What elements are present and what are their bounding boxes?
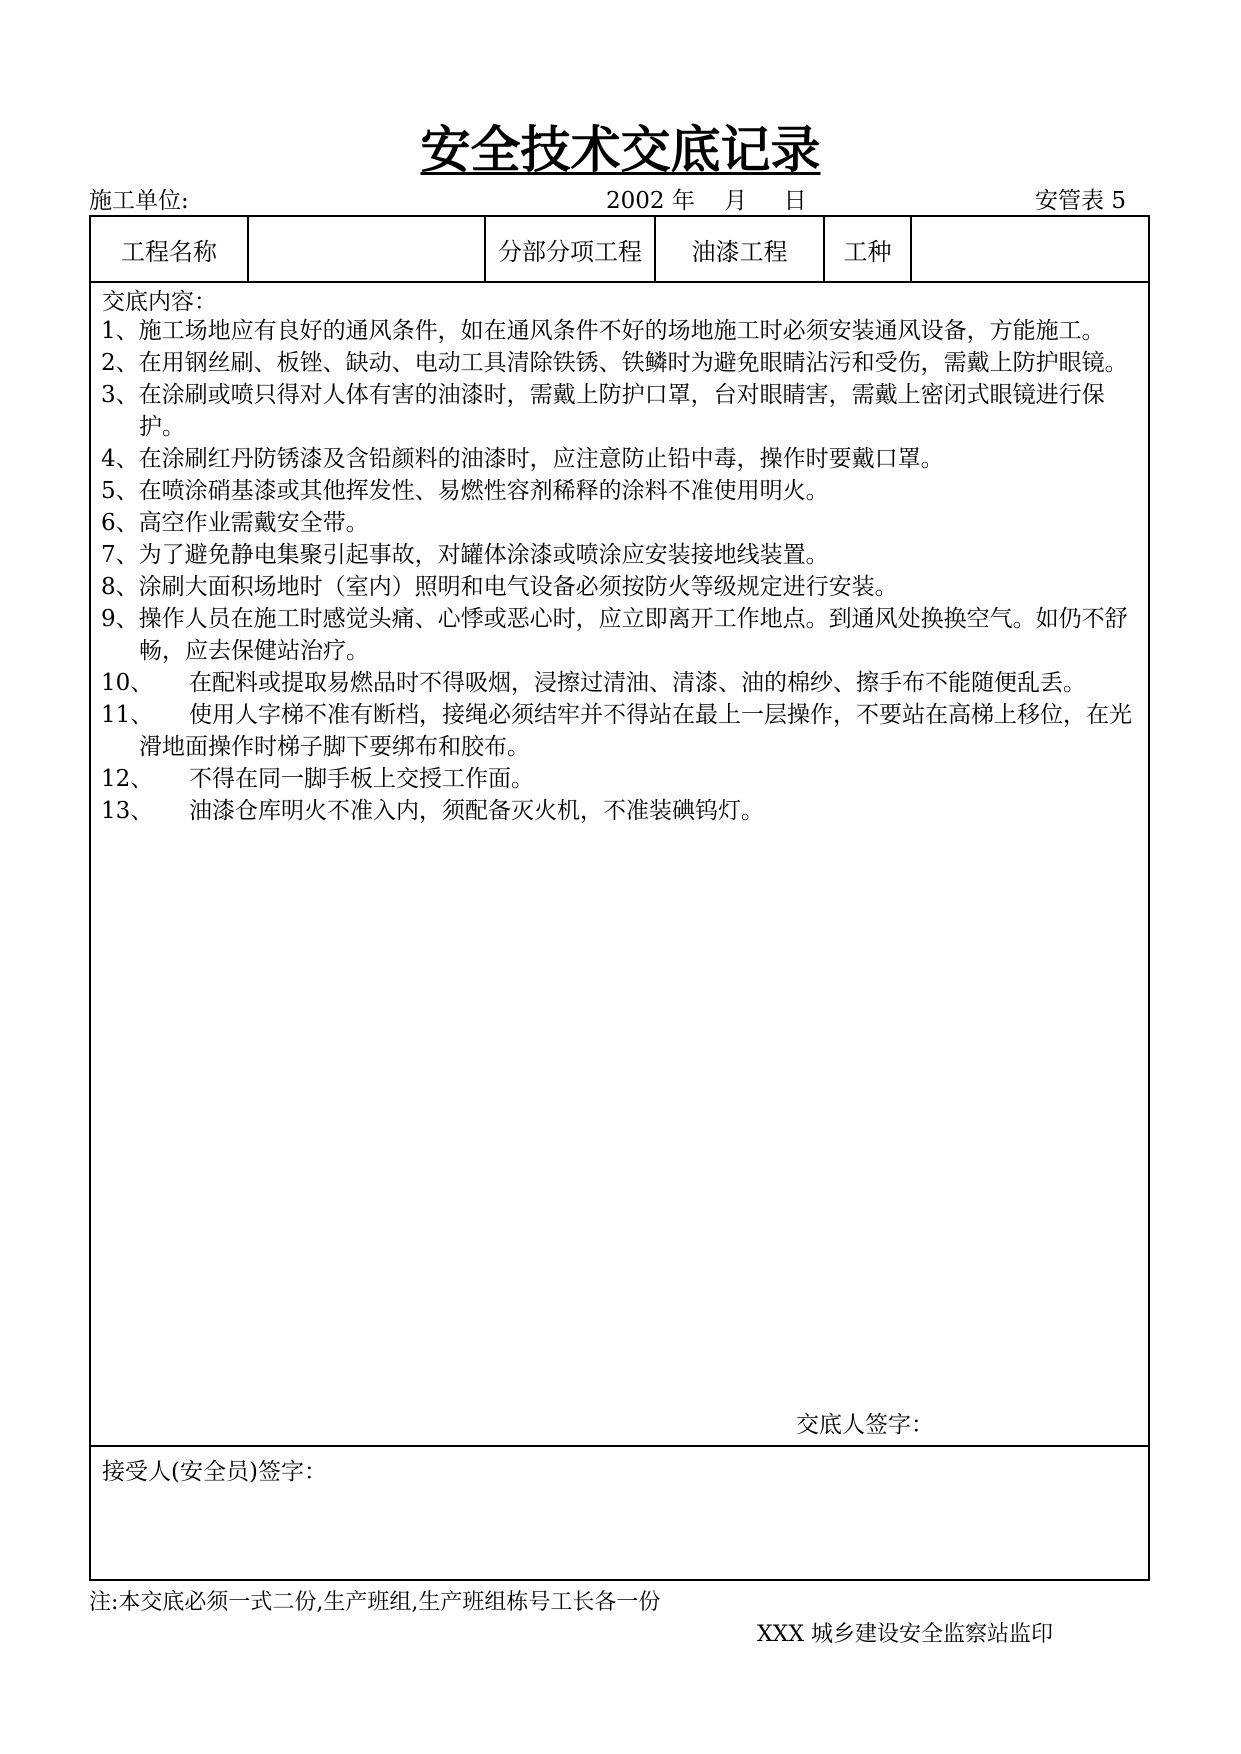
list-item: 2、在用钢丝刷、板锉、缺动、电动工具清除铁锈、铁鳞时为避免眼睛沾污和受伤，需戴上防护眼镜。 bbox=[101, 350, 1128, 376]
construction-unit-label: 施工单位: bbox=[89, 188, 189, 214]
list-item: 9、操作人员在施工时感觉头痛、心悸或恶心时，应立即离开工作地点。到通风处换换空气。如仍不舒畅，应去保健站治疗。 bbox=[101, 606, 1128, 664]
project-name-label: 工程名称 bbox=[121, 237, 217, 266]
record-date: 2002 年 月 日 bbox=[606, 188, 807, 214]
giver-signature-label: 交底人签字： bbox=[796, 1412, 934, 1438]
subproject-value[interactable]: 油漆工程 bbox=[691, 237, 788, 266]
receiver-signature-label: 接受人(安全员)签字： bbox=[102, 1459, 327, 1485]
list-item: 1、施工场地应有良好的通风条件，如在通风条件不好的场地施工时必须安装通风设备，方能施工。 bbox=[101, 318, 1105, 344]
list-item: 12、 不得在同一脚手板上交授工作面。 bbox=[101, 766, 534, 792]
project-name-value[interactable] bbox=[249, 217, 484, 281]
form-number: 安管表 5 bbox=[1035, 188, 1126, 214]
list-item: 6、高空作业需戴安全带。 bbox=[101, 510, 369, 536]
footnote: 注:本交底必须一式二份,生产班组,生产班组栋号工长各一份 bbox=[89, 1590, 661, 1615]
subproject-label: 分部分项工程 bbox=[498, 237, 642, 266]
list-item: 7、为了避免静电集聚引起事故，对罐体涂漆或喷涂应安装接地线装置。 bbox=[101, 542, 829, 568]
list-item: 11、 使用人字梯不准有断档，接绳必须结牢并不得站在最上一层操作，不要站在高梯上移位，在光滑地面操作时梯子脚下要绑布和胶布。 bbox=[101, 702, 1132, 760]
trade-label: 工种 bbox=[843, 237, 892, 266]
content-label: 交底内容： bbox=[102, 289, 217, 315]
content-section bbox=[91, 283, 1148, 1447]
list-item: 13、 油漆仓库明火不准入内，须配备灭火机，不准装碘钨灯。 bbox=[101, 798, 764, 824]
document-title: 安全技术交底记录 bbox=[420, 120, 821, 179]
list-item: 3、在涂刷或喷只得对人体有害的油漆时，需戴上防护口罩，台对眼睛害，需戴上密闭式眼镜进行保护。 bbox=[101, 382, 1105, 440]
list-item: 10、 在配料或提取易燃品时不得吸烟，浸擦过清油、清漆、油的棉纱、擦手布不能随便乱丢。 bbox=[101, 670, 1086, 696]
safety-items-list bbox=[101, 315, 1141, 827]
list-item: 4、在涂刷红丹防锈漆及含铅颜料的油漆时，应注意防止铅中毒，操作时要戴口罩。 bbox=[101, 446, 944, 472]
header-row bbox=[91, 217, 1148, 283]
list-item: 5、在喷涂硝基漆或其他挥发性、易燃性容剂稀释的涂料不准使用明火。 bbox=[101, 478, 829, 504]
trade-value[interactable] bbox=[912, 217, 1148, 281]
record-table bbox=[89, 215, 1150, 1581]
list-item: 8、涂刷大面积场地时（室内）照明和电气设备必须按防火等级规定进行安装。 bbox=[101, 574, 898, 600]
issuer-stamp: XXX 城乡建设安全监察站监印 bbox=[757, 1622, 1053, 1647]
